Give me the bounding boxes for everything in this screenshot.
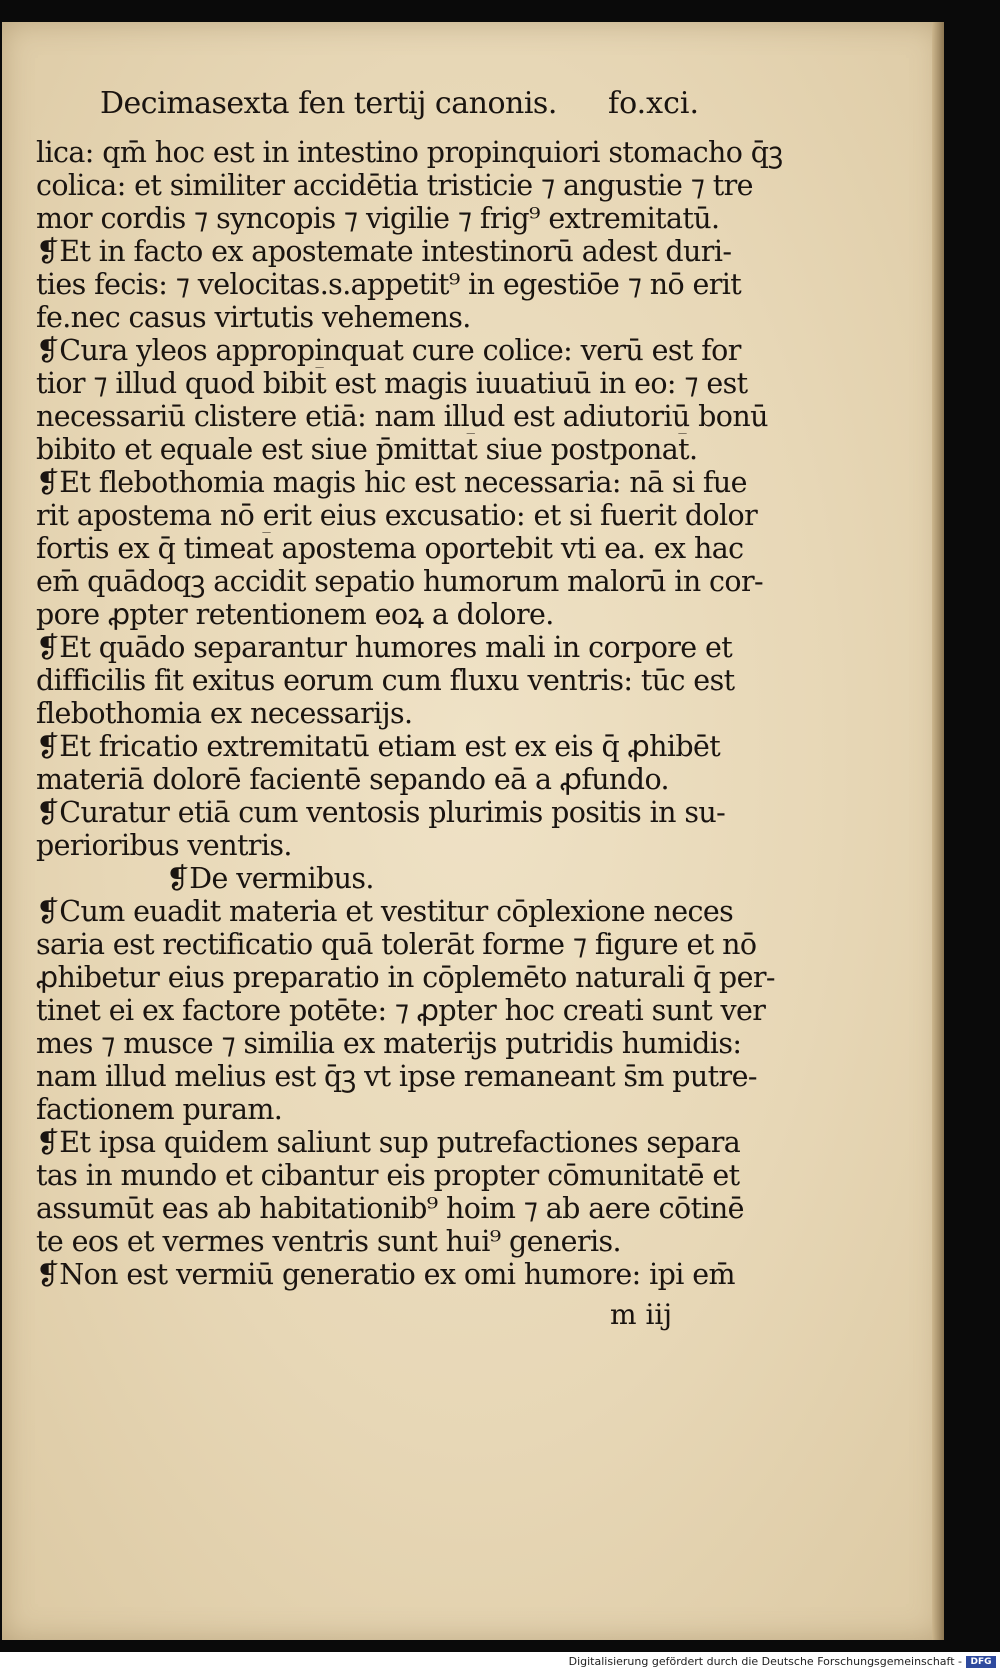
text-line: flebothomia ex necessarijs. (36, 697, 413, 730)
signature-mark: m iij (610, 1298, 673, 1331)
text-line: tas in mundo et cibantur eis propter cōmunitatē et (36, 1159, 740, 1192)
text-line: ❡Et flebothomia magis hic est necessaria: nā si fue (36, 466, 747, 499)
text-block (36, 136, 796, 1291)
text-line: ❡Curatur etiā cum ventosis plurimis positis in su- (36, 796, 726, 829)
text-line: mes ⁊ musce ⁊ similia ex materijs putridis humidis: (36, 1027, 742, 1060)
text-line: bibito et equale est siue p̄mittat̄ siue postponat̄. (36, 433, 698, 466)
text-line: saria est rectificatio quā tolerāt forme ⁊ figure et nō (36, 928, 757, 961)
text-line: ❡Et ipsa quidem saliunt sup putrefactiones separa (36, 1126, 741, 1159)
text-line: ❡Et quādo separantur humores mali in corpore et (36, 631, 733, 664)
text-line: ❡Et in facto ex apostemate intestinorū adest duri- (36, 235, 732, 268)
text-line: tior ⁊ illud quod bibit̄ est magis iuuatiuū in eo: ⁊ est (36, 367, 748, 400)
running-title: Decimasexta fen tertij canonis. (100, 86, 557, 121)
text-line: fortis ex q̄ timeat̄ apostema oportebit vti ea. ex hac (36, 532, 744, 565)
text-line: necessariū clistere etiā: nam illud est adiutoriū bonū (36, 400, 768, 433)
text-line: ❡Cum euadit materia et vestitur cōplexione neces (36, 895, 734, 928)
text-line: ❡Cura yleos appropinquat cure colice: verū est for (36, 334, 741, 367)
text-line: pore ꝓpter retentionem eoꝝ a dolore. (36, 598, 554, 631)
text-line: ❡Non est vermiū generatio ex omi humore: ipi em̄ (36, 1258, 735, 1291)
text-line: colica: et similiter accidētia tristicie ⁊ angustie ⁊ tre (36, 169, 753, 202)
credit-text: Digitalisierung gefördert durch die Deutsche Forschungsgemeinschaft - (568, 1655, 962, 1668)
text-line: materiā dolorē facientē sepando eā a ꝓfundo. (36, 763, 669, 796)
text-line: nam illud melius est q̄ꝫ vt ipse remaneant s̄m putre- (36, 1060, 757, 1093)
text-line: difficilis fit exitus eorum cum fluxu ventris: tūc est (36, 664, 735, 697)
dfg-logo-icon: DFG (966, 1656, 996, 1668)
section-heading: ❡De vermibus. (166, 862, 374, 895)
text-line: em̄ quādoqꝫ accidit sepatio humorum malorū in cor- (36, 565, 764, 598)
text-line: te eos et vermes ventris sunt hui⁹ generis. (36, 1225, 621, 1258)
folio-number: fo.xci. (608, 86, 700, 121)
text-line: fe.nec casus virtutis vehemens. (36, 301, 471, 334)
page-header (100, 86, 800, 136)
text-line: mor cordis ⁊ syncopis ⁊ vigilie ⁊ frig⁹ extremitatū. (36, 202, 720, 235)
text-line: assumūt eas ab habitationib⁹ hoim ⁊ ab aere cōtinē (36, 1192, 744, 1225)
text-line: tinet ei ex factore potēte: ⁊ ꝓpter hoc creati sunt ver (36, 994, 766, 1027)
text-line: ❡Et fricatio extremitatū etiam est ex eis q̄ ꝓhibēt (36, 730, 721, 763)
footer-credit (0, 1652, 1000, 1672)
text-line: ꝓhibetur eius preparatio in cōplemēto naturali q̄ per- (36, 961, 775, 994)
text-line: lica: qm̄ hoc est in intestino propinquiori stomacho q̄ꝫ (36, 136, 783, 169)
text-line: ties fecis: ⁊ velocitas.s.appetit⁹ in egestiōe ⁊ nō erit (36, 268, 742, 301)
text-line: factionem puram. (36, 1093, 283, 1126)
text-line: rit apostema nō erit eius excusatio: et si fuerit dolor (36, 499, 758, 532)
text-line: perioribus ventris. (36, 829, 292, 862)
page-edge (932, 22, 944, 1640)
